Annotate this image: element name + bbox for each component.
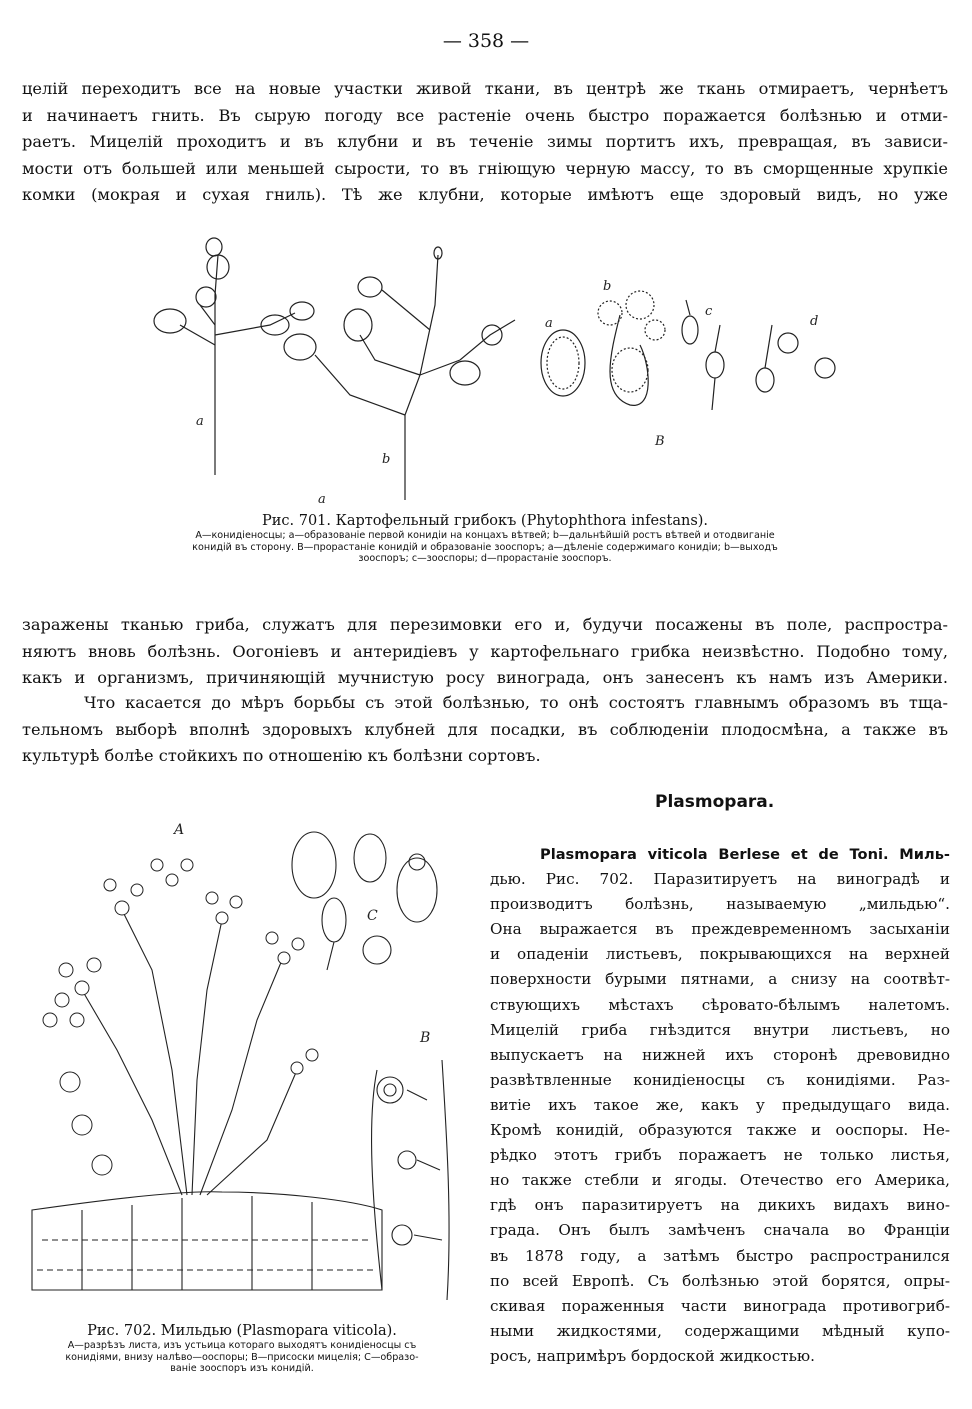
figure-label: c: [705, 304, 713, 319]
text-line: Кромѣ конидій, образуются также и ооспоры. Не-: [490, 1121, 950, 1140]
text-line: гдѣ онъ паразитируетъ на дикихъ видахъ вино-: [490, 1196, 950, 1215]
text-line: производитъ болѣзнь, называемую „мильдью“.: [490, 895, 950, 914]
text-line: рѣдко этотъ грибъ поражаетъ не только листья,: [490, 1146, 950, 1165]
text-line: развѣтвленные конидіеносцы съ конидіями. Раз-: [490, 1070, 950, 1089]
text-line: скивая пораженныя части винограда противогриб-: [490, 1296, 950, 1315]
figure-label: b: [603, 279, 612, 294]
figure-label: a: [545, 316, 553, 331]
text-line: тельномъ выборѣ вполнѣ здоровыхъ клубней для посадки, въ соблюденіи плодосмѣна, а также въ: [22, 719, 948, 739]
text-line: ными жидкостями, содержащими мѣдный купо-: [490, 1321, 950, 1340]
figure-label: b: [382, 452, 391, 467]
figure-label: A: [174, 822, 185, 838]
figure-label: a: [196, 414, 204, 429]
caption-description: зооспоръ; с—зооспоры; d—прорастаніе зооспоръ.: [358, 553, 612, 564]
section-heading: Plasmopara.: [655, 792, 775, 812]
caption-description: ваніе зооспоръ изъ конидій.: [170, 1363, 314, 1374]
paragraph-2: [22, 612, 948, 692]
paragraph-3: [22, 690, 948, 770]
text-line: Plasmopara viticola Berlese et de Toni. Миль-: [540, 846, 950, 863]
caption-title: Рис. 702. Мильдью (Plasmopara viticola).: [87, 1323, 397, 1339]
text-line: какъ и организмъ, причиняющій мучнистую росу винограда, онъ занесенъ къ намъ изъ Америки.: [22, 668, 948, 687]
figure-label: B: [420, 1030, 431, 1046]
figure-label: B: [655, 434, 665, 449]
text-line: няютъ вновь болѣзнь. Оогоніевъ и антеридіевъ у картофельнаго грибка неизвѣстно. Подобно тому,: [22, 641, 948, 661]
text-line: но также стебли и ягоды. Отечество его Америка,: [490, 1171, 950, 1190]
text-line: Она выражается въ преждевременномъ засыханіи: [490, 920, 950, 939]
text-line: культурѣ болѣе стойкихъ по отношенію къ болѣзни сортовъ.: [22, 746, 541, 765]
figure-702-caption: [22, 1322, 462, 1375]
text-line: по всей Европѣ. Съ болѣзнью этой борятся, опры-: [490, 1271, 950, 1290]
right-column-text: [490, 842, 950, 1369]
figure-label: d: [810, 314, 819, 329]
text-line: ствующихъ мѣстахъ сѣровато-бѣлымъ налетомъ.: [490, 995, 950, 1014]
text-line: росъ, напримѣръ бордоской жидкостью.: [490, 1346, 815, 1365]
figure-702-illustration: [22, 820, 462, 1320]
caption-description: А—конидіеносцы; а—образованіе первой конидіи на концахъ вѣтвей; b—дальнѣйшій ростъ вѣтвей и отодвиганіе: [195, 530, 775, 541]
text-line: и начинаетъ гнить. Въ сырую погоду все растеніе очень быстро поражается болѣзнью и отми-: [22, 105, 948, 125]
caption-description: конидіями, внизу налѣво—ооспоры; В—присоски мицелія; С—образо-: [65, 1351, 419, 1363]
text-line: заражены тканью гриба, служатъ для перезимовки его и, будучи посажены въ поле, распростра-: [22, 615, 948, 634]
text-line: града. Онъ былъ замѣченъ сначала во Франціи: [490, 1221, 950, 1240]
figure-label: a: [318, 492, 326, 505]
page-number: — 358 —: [442, 30, 530, 52]
text-line: поверхности бурыми пятнами, а снизу на соотвѣт-: [490, 970, 950, 989]
caption-description: А—разрѣзъ листа, изъ устьица котораго выходятъ конидіеносцы съ: [67, 1340, 417, 1351]
text-line: целій переходитъ все на новые участки живой ткани, въ центрѣ же ткань отмираетъ, чернѣетъ: [22, 79, 948, 98]
text-line: раетъ. Мицелій проходитъ и въ клубни и въ теченіе зимы портитъ ихъ, превращая, въ зависи-: [22, 132, 948, 151]
paragraph-1: [22, 76, 948, 209]
text-line: мости отъ большей или меньшей сырости, то въ гніющую черную массу, то въ сморщенные хрупкіе: [22, 158, 948, 178]
text-line: и опаденіи листьевъ, покрывающихся на верхней: [490, 945, 950, 964]
text-line: въ 1878 году, а затѣмъ быстро распространился: [490, 1246, 950, 1265]
text-line: комки (мокрая и сухая гниль). Тѣ же клубни, которые имѣютъ еще здоровый видъ, но уже: [22, 185, 948, 204]
caption-title: Рис. 701. Картофельный грибокъ (Phytophthora infestans).: [261, 513, 709, 529]
caption-description: конидій въ сторону. В—прорастаніе конидій и образованіе зооспоръ; а—дѣленіе содержимаго конидіи; b—выходъ: [192, 541, 778, 553]
text-line: дью. Рис. 702. Паразитируетъ на виноградѣ и: [490, 870, 950, 889]
figure-701-caption: [60, 512, 910, 565]
text-line: выпускаетъ на нижней ихъ сторонѣ древовидно: [490, 1045, 950, 1064]
text-line: Что касается до мѣръ борьбы съ этой болѣзнью, то онѣ состоятъ главнымъ образомъ въ тща-: [84, 693, 948, 712]
text-line: Мицелій гриба гнѣздится внутри листьевъ, но: [490, 1020, 950, 1039]
figure-701-illustration: [120, 235, 860, 505]
figure-label: C: [367, 908, 378, 924]
text-line: витіе ихъ такое же, какъ у предыдущаго вида.: [490, 1095, 950, 1114]
